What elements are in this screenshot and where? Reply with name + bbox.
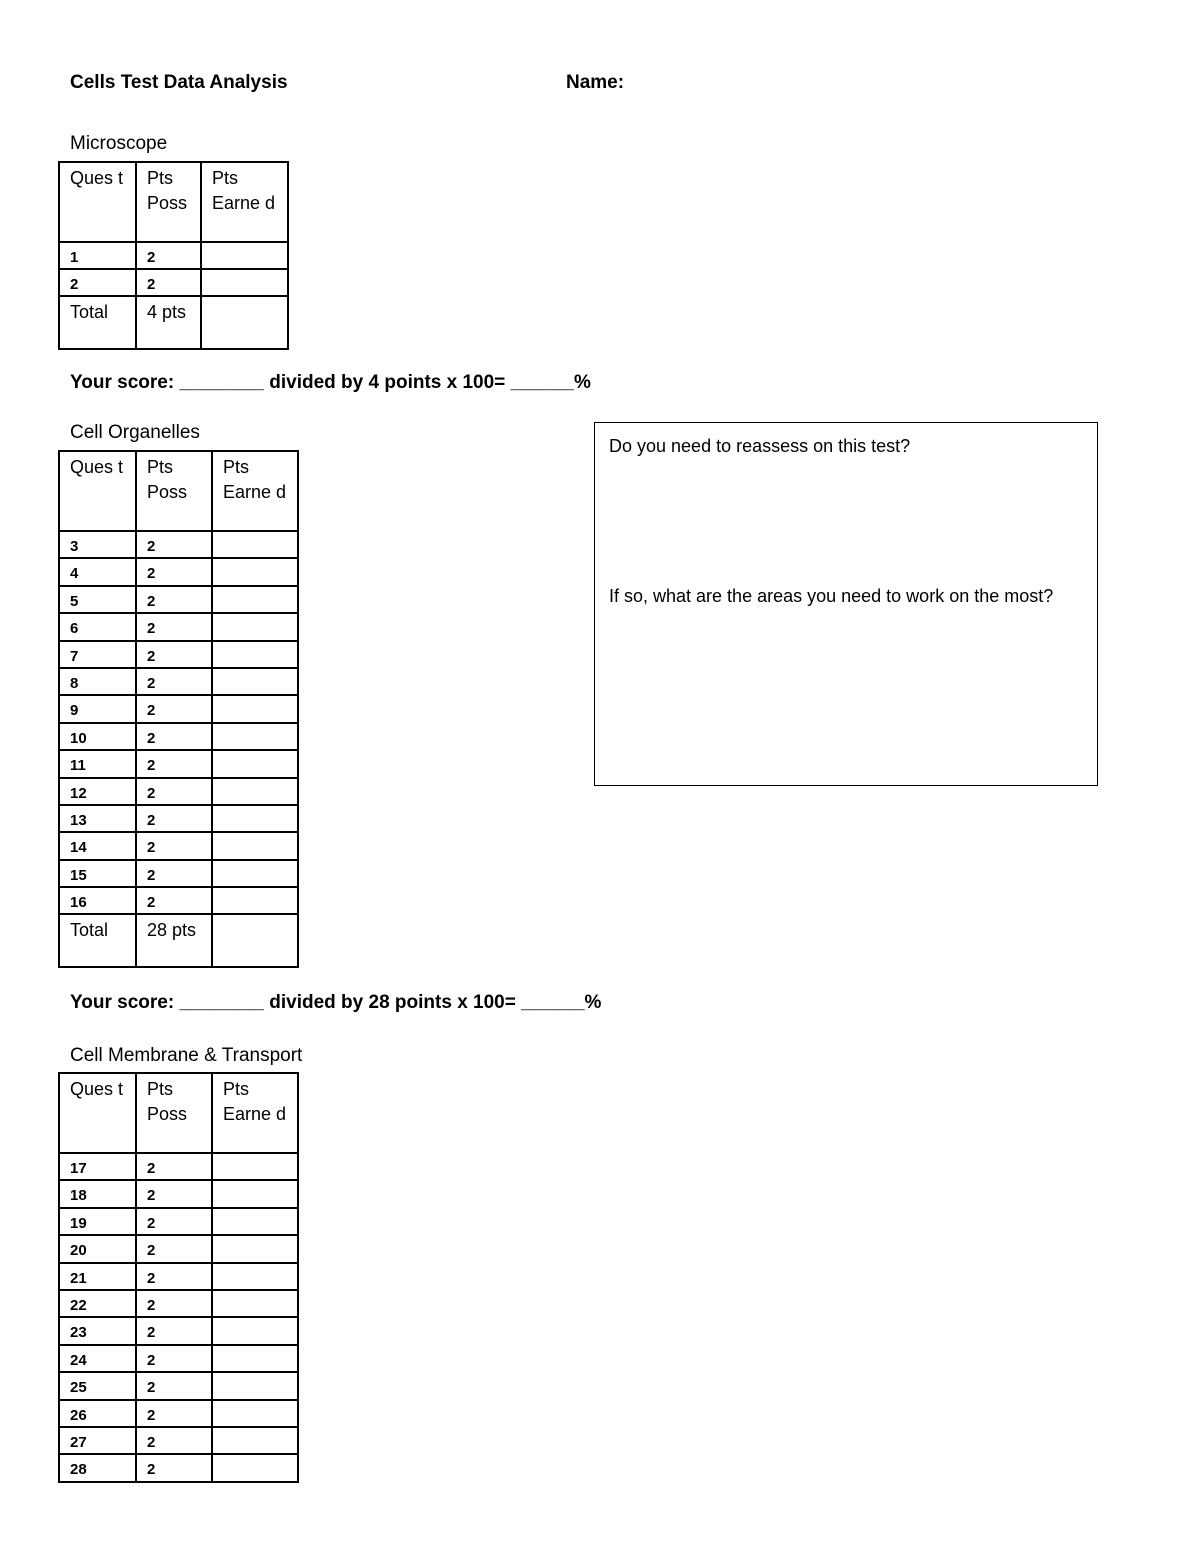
points-possible-cell: 2 <box>136 558 212 585</box>
question-cell: 1 <box>59 242 136 269</box>
points-possible-cell: 2 <box>136 860 212 887</box>
question-cell: 9 <box>59 695 136 722</box>
points-possible-cell: 2 <box>136 1372 212 1399</box>
points-earned-cell[interactable] <box>212 586 298 613</box>
table-row <box>59 242 288 269</box>
table-row <box>59 1180 298 1207</box>
points-earned-cell[interactable] <box>212 1235 298 1262</box>
table-row <box>59 1400 298 1427</box>
question-cell: 23 <box>59 1317 136 1344</box>
question-cell: 24 <box>59 1345 136 1372</box>
question-cell: 6 <box>59 613 136 640</box>
column-header-poss: Pts Poss <box>136 162 201 242</box>
table-row <box>59 860 298 887</box>
table-row <box>59 723 298 750</box>
question-cell: 12 <box>59 778 136 805</box>
column-header-quest: Ques t <box>59 1073 136 1153</box>
column-header-poss: Pts Poss <box>136 1073 212 1153</box>
points-earned-cell[interactable] <box>212 1400 298 1427</box>
membrane-table <box>58 1072 299 1483</box>
points-earned-cell[interactable] <box>212 1153 298 1180</box>
question-cell: 4 <box>59 558 136 585</box>
table-row <box>59 1263 298 1290</box>
question-cell: 20 <box>59 1235 136 1262</box>
question-cell: 16 <box>59 887 136 914</box>
points-possible-cell: 4 pts <box>136 296 201 349</box>
points-earned-cell[interactable] <box>212 1317 298 1344</box>
question-cell: 27 <box>59 1427 136 1454</box>
points-earned-cell[interactable] <box>201 269 288 296</box>
points-possible-cell: 2 <box>136 641 212 668</box>
column-header-quest: Ques t <box>59 162 136 242</box>
table-row <box>59 1317 298 1344</box>
question-cell: 15 <box>59 860 136 887</box>
question-cell: 28 <box>59 1454 136 1481</box>
points-earned-cell[interactable] <box>212 1290 298 1317</box>
table-row <box>59 1427 298 1454</box>
points-earned-cell[interactable] <box>212 887 298 914</box>
question-cell: 25 <box>59 1372 136 1399</box>
points-possible-cell: 2 <box>136 1427 212 1454</box>
column-header-poss: Pts Poss <box>136 451 212 531</box>
question-cell: Total <box>59 914 136 967</box>
points-earned-cell[interactable] <box>212 695 298 722</box>
points-earned-cell[interactable] <box>212 860 298 887</box>
points-possible-cell: 2 <box>136 1290 212 1317</box>
points-possible-cell: 2 <box>136 1180 212 1207</box>
section-title-microscope: Microscope <box>70 133 168 154</box>
section-title-membrane: Cell Membrane & Transport <box>70 1045 303 1066</box>
table-row <box>59 1372 298 1399</box>
points-possible-cell: 2 <box>136 668 212 695</box>
table-row <box>59 887 298 914</box>
table-row <box>59 269 288 296</box>
section-title-organelles: Cell Organelles <box>70 422 200 443</box>
points-earned-cell[interactable] <box>212 1263 298 1290</box>
points-possible-cell: 2 <box>136 1400 212 1427</box>
points-earned-cell[interactable] <box>212 832 298 859</box>
organelles-table <box>58 450 299 968</box>
microscope-score-line: Your score: ________ divided by 4 points x 100= ______% <box>70 372 591 393</box>
reassess-question: Do you need to reassess on this test? <box>609 436 911 456</box>
points-possible-cell: 2 <box>136 242 201 269</box>
points-earned-cell[interactable] <box>212 1208 298 1235</box>
points-earned-cell[interactable] <box>201 296 288 349</box>
table-row <box>59 531 298 558</box>
table-row <box>59 805 298 832</box>
question-cell: 22 <box>59 1290 136 1317</box>
table-row <box>59 778 298 805</box>
points-possible-cell: 2 <box>136 613 212 640</box>
total-row <box>59 296 288 349</box>
points-possible-cell: 2 <box>136 723 212 750</box>
points-possible-cell: 2 <box>136 1235 212 1262</box>
points-possible-cell: 2 <box>136 1454 212 1481</box>
question-cell: 11 <box>59 750 136 777</box>
points-possible-cell: 2 <box>136 887 212 914</box>
table-row <box>59 1345 298 1372</box>
points-earned-cell[interactable] <box>212 914 298 967</box>
table-row <box>59 641 298 668</box>
points-possible-cell: 2 <box>136 695 212 722</box>
column-header-earned: Pts Earne d <box>212 1073 298 1153</box>
points-earned-cell[interactable] <box>212 531 298 558</box>
points-possible-cell: 2 <box>136 269 201 296</box>
question-cell: 19 <box>59 1208 136 1235</box>
points-earned-cell[interactable] <box>212 558 298 585</box>
points-earned-cell[interactable] <box>212 1454 298 1481</box>
points-possible-cell: 2 <box>136 1263 212 1290</box>
points-possible-cell: 2 <box>136 778 212 805</box>
table-header-row <box>59 1073 298 1153</box>
points-earned-cell[interactable] <box>212 1372 298 1399</box>
table-header-row <box>59 451 298 531</box>
question-cell: 10 <box>59 723 136 750</box>
question-cell: 13 <box>59 805 136 832</box>
column-header-earned: Pts Earne d <box>201 162 288 242</box>
question-cell: 18 <box>59 1180 136 1207</box>
points-earned-cell[interactable] <box>201 242 288 269</box>
question-cell: Total <box>59 296 136 349</box>
column-header-earned: Pts Earne d <box>212 451 298 531</box>
points-earned-cell[interactable] <box>212 668 298 695</box>
points-earned-cell[interactable] <box>212 1180 298 1207</box>
points-earned-cell[interactable] <box>212 1345 298 1372</box>
table-row <box>59 1290 298 1317</box>
points-possible-cell: 2 <box>136 1345 212 1372</box>
points-earned-cell[interactable] <box>212 641 298 668</box>
points-earned-cell[interactable] <box>212 805 298 832</box>
points-possible-cell: 2 <box>136 750 212 777</box>
question-cell: 7 <box>59 641 136 668</box>
question-cell: 5 <box>59 586 136 613</box>
reassess-followup: If so, what are the areas you need to work on the most? <box>609 586 1054 606</box>
table-row <box>59 1235 298 1262</box>
points-earned-cell[interactable] <box>212 723 298 750</box>
table-row <box>59 1454 298 1481</box>
points-earned-cell[interactable] <box>212 750 298 777</box>
microscope-table <box>58 161 289 350</box>
organelles-score-line: Your score: ________ divided by 28 points x 100= ______% <box>70 992 602 1013</box>
reassess-box[interactable] <box>594 422 1098 786</box>
page-title: Cells Test Data Analysis <box>70 72 288 93</box>
points-possible-cell: 2 <box>136 531 212 558</box>
table-row <box>59 1153 298 1180</box>
points-possible-cell: 2 <box>136 586 212 613</box>
question-cell: 21 <box>59 1263 136 1290</box>
question-cell: 14 <box>59 832 136 859</box>
table-row <box>59 750 298 777</box>
table-row <box>59 613 298 640</box>
table-row <box>59 695 298 722</box>
table-row <box>59 832 298 859</box>
points-possible-cell: 28 pts <box>136 914 212 967</box>
table-row <box>59 586 298 613</box>
table-header-row <box>59 162 288 242</box>
question-cell: 26 <box>59 1400 136 1427</box>
name-label: Name: <box>566 72 625 93</box>
question-cell: 2 <box>59 269 136 296</box>
table-row <box>59 558 298 585</box>
question-cell: 17 <box>59 1153 136 1180</box>
question-cell: 3 <box>59 531 136 558</box>
points-possible-cell: 2 <box>136 1317 212 1344</box>
points-possible-cell: 2 <box>136 1153 212 1180</box>
table-row <box>59 1208 298 1235</box>
column-header-quest: Ques t <box>59 451 136 531</box>
points-possible-cell: 2 <box>136 832 212 859</box>
points-possible-cell: 2 <box>136 1208 212 1235</box>
points-earned-cell[interactable] <box>212 613 298 640</box>
question-cell: 8 <box>59 668 136 695</box>
total-row <box>59 914 298 967</box>
points-possible-cell: 2 <box>136 805 212 832</box>
points-earned-cell[interactable] <box>212 1427 298 1454</box>
points-earned-cell[interactable] <box>212 778 298 805</box>
table-row <box>59 668 298 695</box>
